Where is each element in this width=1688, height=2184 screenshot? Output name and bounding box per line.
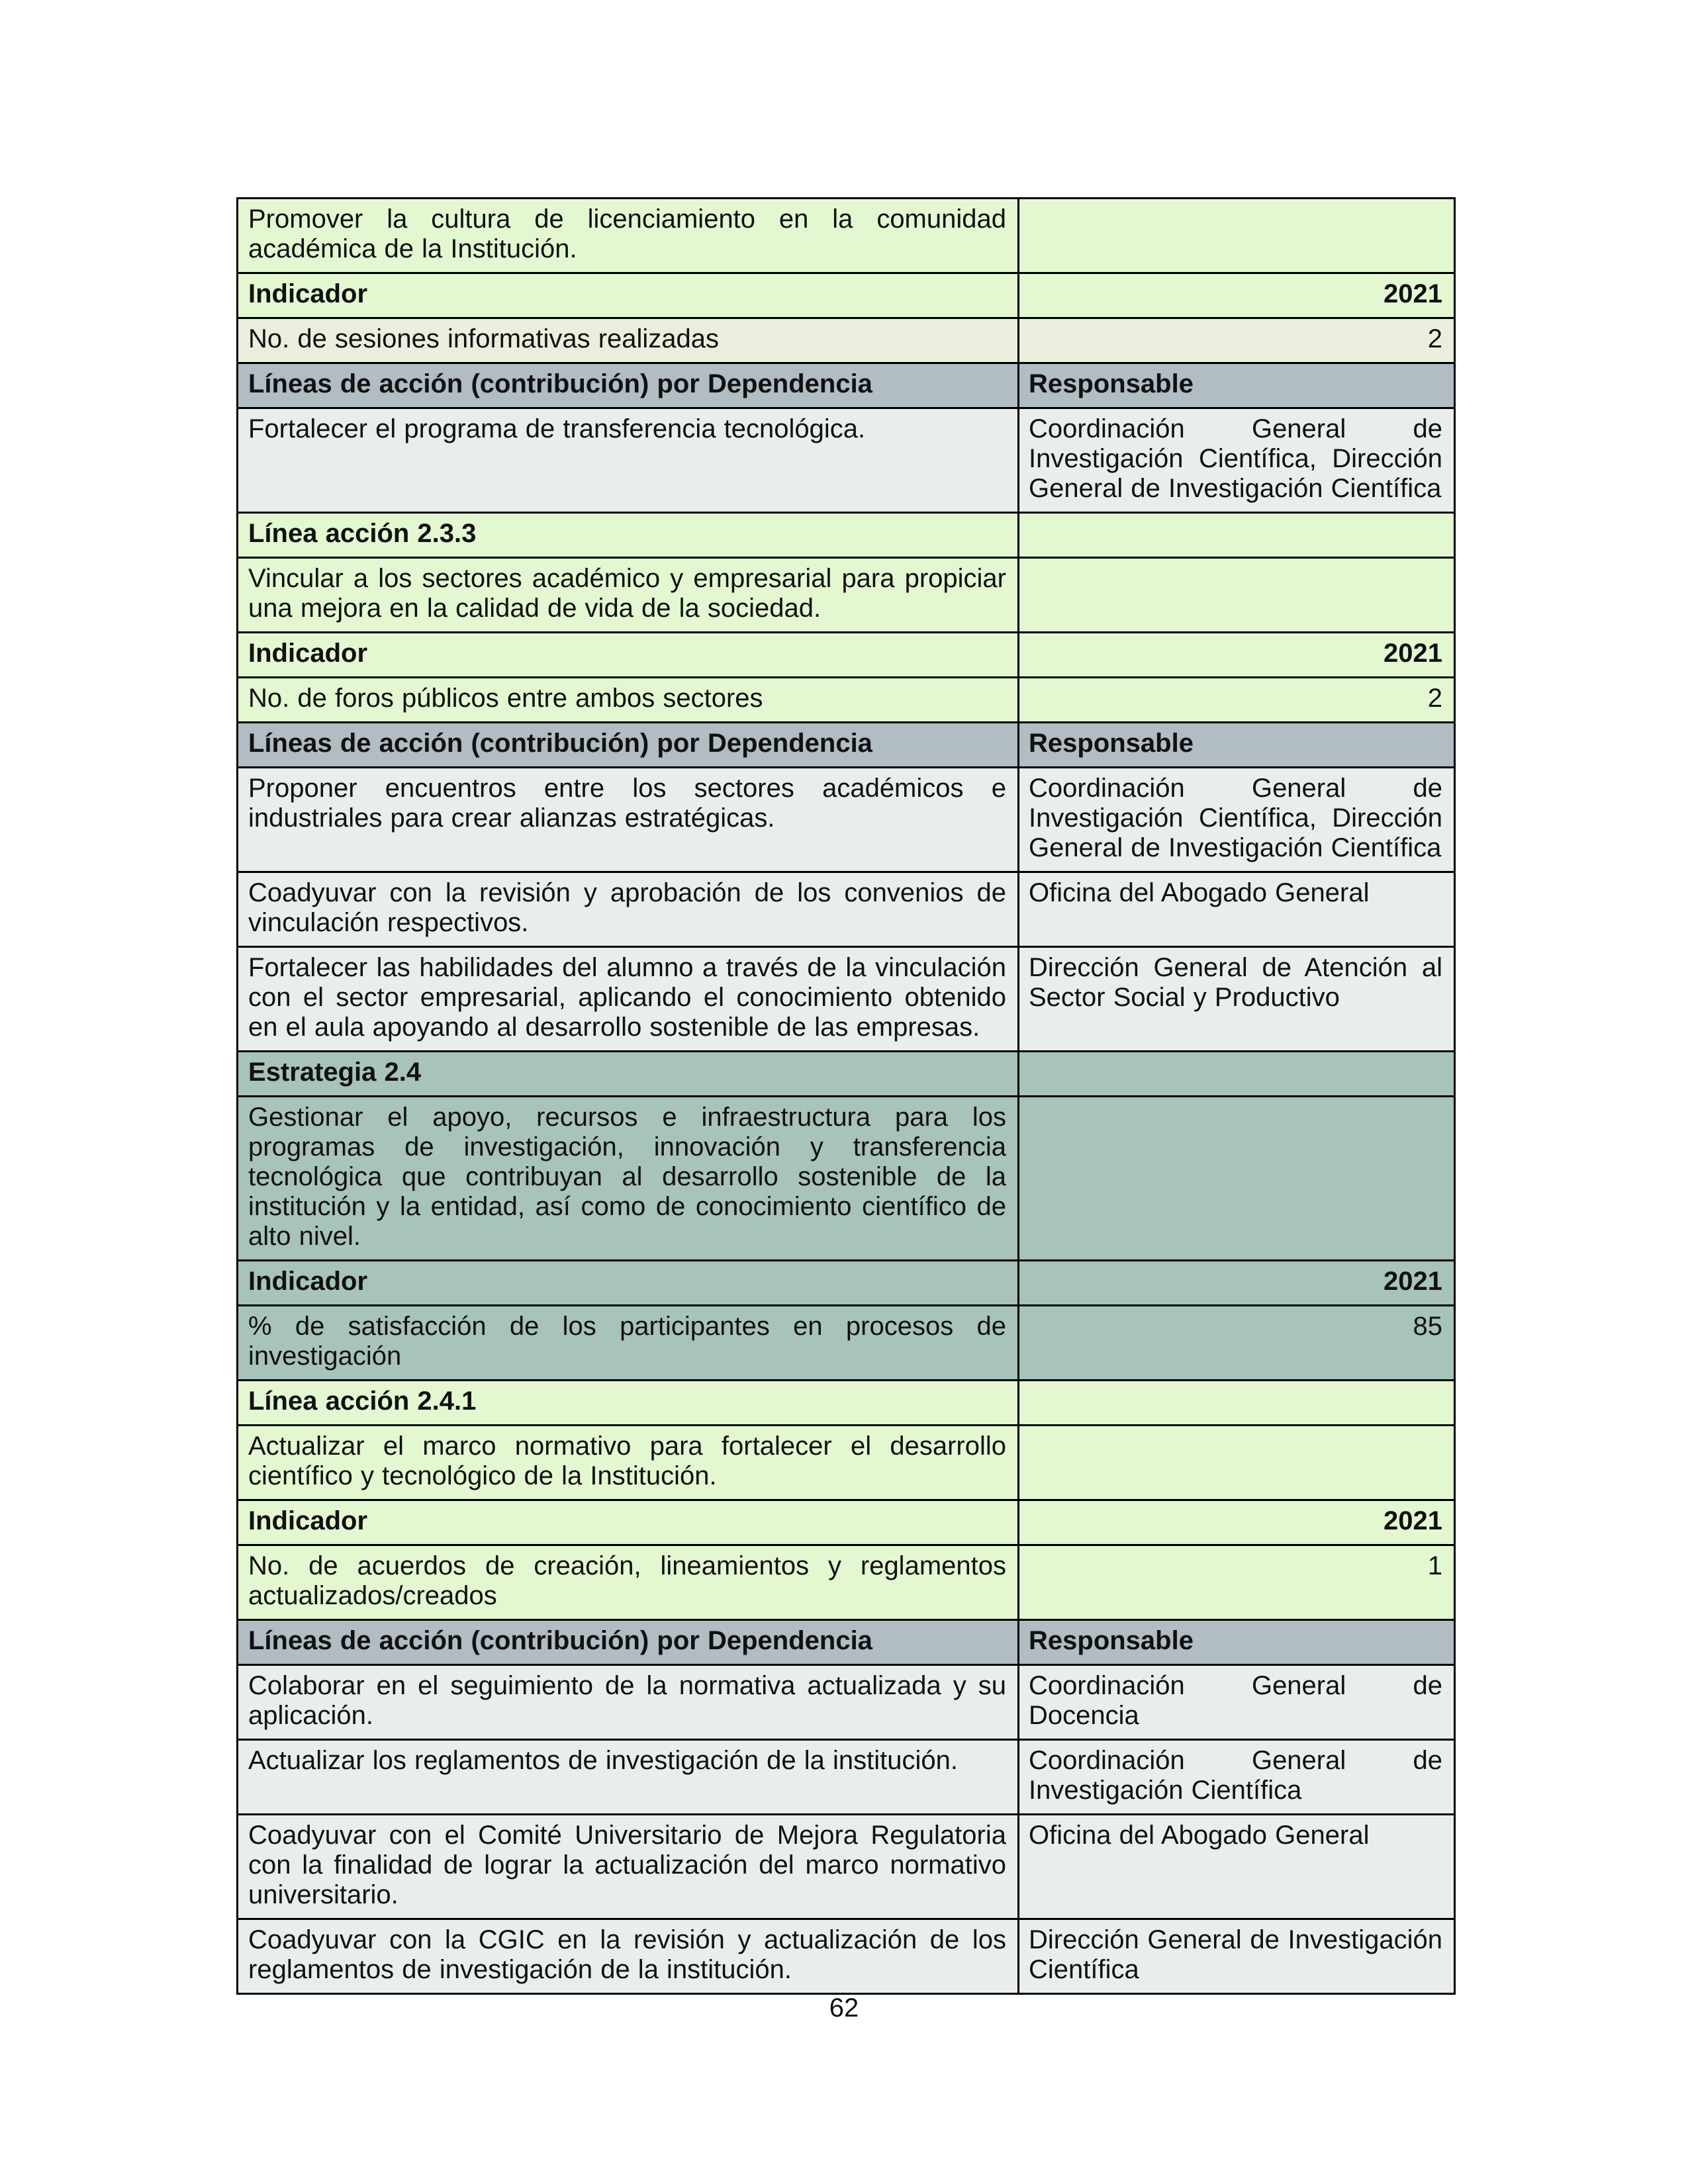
action-cell: Promover la cultura de licenciamiento en la comunidad académica de la Institución. [238,199,1019,273]
table-row [238,1620,1455,1665]
action-cell: Línea acción 2.3.3 [238,513,1019,558]
responsible-cell [1019,558,1455,633]
responsible-cell [1019,513,1455,558]
responsible-cell: Coordinación General de Docencia [1019,1665,1455,1740]
table-row [238,363,1455,408]
action-cell: Líneas de acción (contribución) por Dependencia [238,1620,1019,1665]
table-row [238,1052,1455,1097]
responsible-cell: Coordinación General de Investigación Científica, Dirección General de Investigación Científica [1019,408,1455,513]
table-row [238,1919,1455,1994]
action-cell: Líneas de acción (contribución) por Dependencia [238,363,1019,408]
responsible-cell [1019,1426,1455,1500]
table-row [238,1097,1455,1261]
action-cell: No. de acuerdos de creación, lineamientos y reglamentos actualizados/creados [238,1545,1019,1620]
table-row [238,273,1455,318]
responsible-cell: Oficina del Abogado General [1019,1815,1455,1919]
action-cell: Gestionar el apoyo, recursos e infraestructura para los programas de investigación, innovación y transferencia tecnológica que contribuyan al desarrollo sostenible de la institución y la entidad, así como de conocimiento científico de alto nivel. [238,1097,1019,1261]
action-cell: Fortalecer el programa de transferencia tecnológica. [238,408,1019,513]
action-cell: Fortalecer las habilidades del alumno a través de la vinculación con el sector empresarial, aplicando el conocimiento obtenido en el aula apoyando al desarrollo sostenible de las empresas. [238,947,1019,1052]
responsible-cell: Dirección General de Atención al Sector Social y Productivo [1019,947,1455,1052]
responsible-cell: Responsable [1019,1620,1455,1665]
table-row [238,723,1455,768]
action-cell: Coadyuvar con la CGIC en la revisión y actualización de los reglamentos de investigación de la institución. [238,1919,1019,1994]
responsible-cell [1019,199,1455,273]
strategy-table [236,197,1456,1995]
action-cell: Actualizar el marco normativo para fortalecer el desarrollo científico y tecnológico de la Institución. [238,1426,1019,1500]
table-row [238,199,1455,273]
responsible-cell: 2 [1019,318,1455,363]
table-row [238,947,1455,1052]
page-number: 62 [829,1993,859,2023]
table-row [238,1815,1455,1919]
table-row [238,1500,1455,1545]
table-row [238,1545,1455,1620]
action-cell: Coadyuvar con la revisión y aprobación de los convenios de vinculación respectivos. [238,872,1019,947]
action-cell: Líneas de acción (contribución) por Dependencia [238,723,1019,768]
responsible-cell: Responsable [1019,363,1455,408]
table-row [238,1381,1455,1426]
action-cell: % de satisfacción de los participantes en procesos de investigación [238,1306,1019,1381]
responsible-cell: Coordinación General de Investigación Científica, Dirección General de Investigación Científica [1019,768,1455,872]
table-row [238,1426,1455,1500]
responsible-cell: Coordinación General de Investigación Científica [1019,1740,1455,1815]
table-row [238,1665,1455,1740]
responsible-cell: 2021 [1019,273,1455,318]
table-row [238,513,1455,558]
responsible-cell [1019,1052,1455,1097]
table-row [238,318,1455,363]
action-cell: No. de sesiones informativas realizadas [238,318,1019,363]
action-cell: No. de foros públicos entre ambos sectores [238,678,1019,723]
table-row [238,408,1455,513]
responsible-cell: Oficina del Abogado General [1019,872,1455,947]
action-cell: Indicador [238,273,1019,318]
responsible-cell: 2021 [1019,633,1455,678]
responsible-cell [1019,1097,1455,1261]
action-cell: Indicador [238,633,1019,678]
responsible-cell: 2021 [1019,1261,1455,1306]
table-row [238,633,1455,678]
action-cell: Estrategia 2.4 [238,1052,1019,1097]
action-cell: Indicador [238,1261,1019,1306]
table-row [238,1740,1455,1815]
action-cell: Línea acción 2.4.1 [238,1381,1019,1426]
responsible-cell: 2021 [1019,1500,1455,1545]
action-cell: Colaborar en el seguimiento de la normativa actualizada y su aplicación. [238,1665,1019,1740]
table-row [238,872,1455,947]
action-cell: Proponer encuentros entre los sectores académicos e industriales para crear alianzas estratégicas. [238,768,1019,872]
table-body [238,199,1455,1994]
table-row [238,1306,1455,1381]
responsible-cell: 1 [1019,1545,1455,1620]
responsible-cell [1019,1381,1455,1426]
table-row [238,1261,1455,1306]
action-cell: Actualizar los reglamentos de investigación de la institución. [238,1740,1019,1815]
action-cell: Indicador [238,1500,1019,1545]
responsible-cell: 85 [1019,1306,1455,1381]
responsible-cell: Dirección General de Investigación Científica [1019,1919,1455,1994]
table-row [238,558,1455,633]
responsible-cell: 2 [1019,678,1455,723]
action-cell: Coadyuvar con el Comité Universitario de Mejora Regulatoria con la finalidad de lograr la actualización del marco normativo universitario. [238,1815,1019,1919]
table-row [238,678,1455,723]
responsible-cell: Responsable [1019,723,1455,768]
table-row [238,768,1455,872]
action-cell: Vincular a los sectores académico y empresarial para propiciar una mejora en la calidad de vida de la sociedad. [238,558,1019,633]
